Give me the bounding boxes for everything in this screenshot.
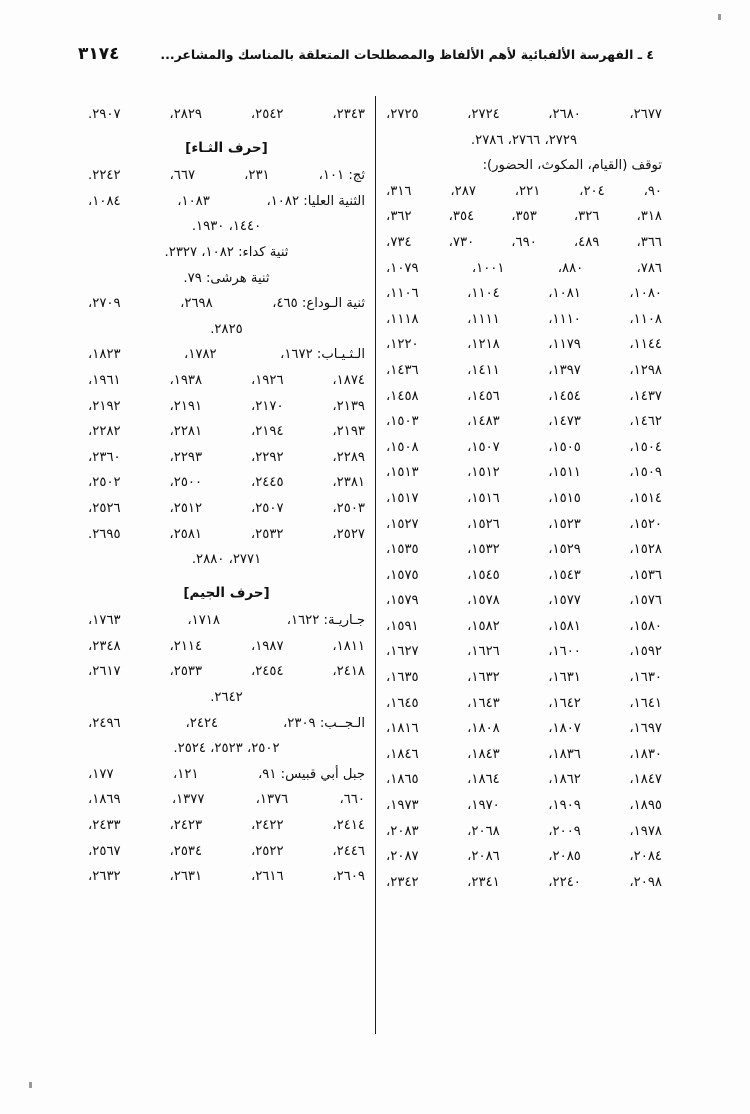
page-ref: ٣٦٦، bbox=[636, 234, 662, 250]
index-number-line bbox=[88, 864, 365, 890]
entry-label: جبل أبي قبيس: ٩١، bbox=[258, 766, 365, 782]
page-ref: ١٨٤٣، bbox=[467, 746, 500, 762]
page-ref: ١٦٤٣، bbox=[467, 695, 500, 711]
page-ref: ٢٤٢٢، bbox=[250, 818, 284, 834]
index-entry-line bbox=[88, 163, 365, 189]
page-ref: ١٧٧، bbox=[88, 766, 114, 782]
page-ref: ٢٣٨١، bbox=[332, 475, 365, 491]
page-ref: ١٨٠٧، bbox=[548, 721, 581, 737]
page-ref: ١٨٢٣، bbox=[88, 347, 121, 363]
page-ref: ٢٥٢٦، bbox=[88, 500, 121, 516]
page-ref: ١٧٦٣، bbox=[88, 613, 121, 629]
index-entry-line bbox=[88, 608, 365, 634]
index-entry-line bbox=[88, 291, 365, 317]
page-ref: ١٣٧٧، bbox=[171, 792, 205, 808]
page-ref: ٢٤٤٦، bbox=[332, 843, 365, 859]
page-ref: ١٠٧٩، bbox=[386, 260, 419, 276]
page-ref: ١٨٣٠، bbox=[629, 746, 662, 762]
index-number-line bbox=[386, 563, 662, 589]
page-ref: ٢٥٠٠، bbox=[169, 475, 203, 491]
index-number-line bbox=[386, 281, 662, 307]
index-number-line bbox=[88, 813, 365, 839]
page-ref: ١٥٠٥، bbox=[548, 439, 581, 455]
page-ref: ٢٠٨٤، bbox=[629, 849, 662, 865]
page-ref: ٢٣٤٣، bbox=[332, 107, 365, 122]
page-ref: ٢٤٢٣، bbox=[169, 818, 203, 834]
page-ref: ١٥٩٢، bbox=[629, 644, 662, 660]
page-ref: ٢٤٥٤، bbox=[250, 664, 284, 680]
page-ref: ٢٢٩٢، bbox=[250, 449, 284, 465]
page-ref: ١٥١٢، bbox=[467, 465, 500, 481]
page-ref: ١٥٠٤، bbox=[629, 439, 662, 455]
page-ref: ٢٩٠٧. bbox=[88, 107, 121, 122]
index-number-line: ٢٦٤٢. bbox=[210, 690, 243, 706]
page-ref: ٢٢٨١، bbox=[169, 424, 203, 440]
page-ref: ١٣٩٧، bbox=[548, 362, 581, 378]
page-ref: ١٨٤٦، bbox=[386, 746, 419, 762]
page-ref: ١٥١١، bbox=[548, 465, 581, 481]
index-number-line bbox=[386, 588, 662, 614]
page-ref: ١٨٦٥، bbox=[386, 772, 419, 788]
page-ref: ٢٥٠٧، bbox=[250, 500, 284, 516]
page-ref: ١٤٥٤، bbox=[548, 388, 581, 404]
page-ref: ١٨٦٤، bbox=[467, 772, 500, 788]
page-ref: ٢١٩٢، bbox=[88, 398, 121, 414]
page-ref: ٢٣٦٠، bbox=[88, 449, 121, 465]
index-number-line bbox=[386, 307, 662, 333]
page-ref: ٣١٦، bbox=[386, 183, 412, 199]
index-number-line bbox=[88, 102, 365, 128]
entry-label: الـجــب: ٢٣٠٩، bbox=[283, 715, 365, 731]
index-number-line bbox=[386, 512, 662, 538]
index-number-line bbox=[386, 870, 662, 896]
index-number-line bbox=[88, 659, 365, 685]
index-number-line bbox=[386, 537, 662, 563]
page-ref: ١٤٦٢، bbox=[629, 414, 662, 430]
page-ref: ٢٧٢٤، bbox=[467, 107, 500, 122]
index-number-line bbox=[386, 230, 662, 256]
page-ref: ١٥٢٨، bbox=[629, 542, 662, 558]
page-ref: ١٦٢٦، bbox=[467, 644, 500, 660]
index-entry-line bbox=[88, 189, 365, 215]
index-number-line bbox=[386, 358, 662, 384]
page-ref: ١٥٣٦، bbox=[629, 567, 662, 583]
index-number-line bbox=[386, 819, 662, 845]
page-ref: ١٦٩٧، bbox=[629, 721, 662, 737]
page-ref: ٢٣٤٨، bbox=[88, 638, 121, 654]
index-number-line bbox=[386, 460, 662, 486]
index-number-line: ٢٥٠٢، ٢٥٢٣، ٢٥٢٤. bbox=[173, 741, 280, 757]
page-ref: ١٥١٣، bbox=[386, 465, 419, 481]
page-ref: ٣٥٣، bbox=[511, 209, 537, 225]
page-ref: ١٤٥٨، bbox=[386, 388, 419, 404]
page-ref: ١٤٨٣، bbox=[467, 414, 500, 430]
page-ref: ٦٦٧، bbox=[169, 168, 196, 184]
page-ref: ٣٦٢، bbox=[386, 209, 412, 225]
page-ref: ٢٣٤١، bbox=[467, 874, 500, 890]
page-ref: ٢٦١٦، bbox=[250, 869, 284, 885]
page-ref: ٢٠٠٩، bbox=[548, 823, 581, 839]
index-number-line: ٢٧٢٩، ٢٧٦٦، ٢٧٨٦. bbox=[470, 132, 578, 148]
page-ref: ١٥٣٥، bbox=[386, 542, 419, 558]
page-ref: ٢٥٢٢، bbox=[250, 843, 284, 859]
page-ref: ١٨٩٥، bbox=[629, 798, 662, 814]
index-number-line bbox=[386, 486, 662, 512]
page-ref: ١٢٩٨، bbox=[629, 362, 662, 378]
page-header bbox=[78, 44, 672, 64]
page-ref: ٢٥٣٣، bbox=[169, 664, 203, 680]
page-ref: ٢٦٩٨، bbox=[180, 296, 213, 312]
page-ref: ١٢٢٠، bbox=[386, 337, 419, 353]
page-ref: ١٥٧٨، bbox=[467, 593, 500, 609]
page-ref: ١٥٧٧، bbox=[548, 593, 581, 609]
page-ref: ٢١٩١، bbox=[169, 398, 203, 414]
page-ref: ٢٧٢٥، bbox=[386, 107, 419, 122]
index-number-line bbox=[386, 665, 662, 691]
page-ref: ١٥٢٩، bbox=[548, 542, 581, 558]
page-ref: ١٥٠٨، bbox=[386, 439, 419, 455]
index-number-line bbox=[88, 394, 365, 420]
page-ref: ١٠٨٠، bbox=[629, 286, 662, 302]
page-ref: ٢٨٧، bbox=[450, 183, 476, 199]
page-ref: ١٦٢٧، bbox=[386, 644, 419, 660]
index-entry-line: ثنية كداء: ١٠٨٢، ٢٣٢٧. bbox=[164, 244, 289, 260]
index-number-line bbox=[88, 419, 365, 445]
page-ref: ٢٦١٧، bbox=[88, 664, 121, 680]
page-ref: ١٨٠٨، bbox=[467, 721, 500, 737]
page-ref: ١٨٣٦، bbox=[548, 746, 581, 762]
page-ref: ١٩٠٩، bbox=[548, 798, 581, 814]
page-ref: ٢٤٤٥، bbox=[250, 475, 284, 491]
page-ref: ٢٠٩٨، bbox=[629, 874, 662, 890]
page-ref: ٢٦٣٢، bbox=[88, 869, 121, 885]
index-number-line: ٢٨٢٥. bbox=[210, 321, 243, 337]
page-ref: ١١٠٤، bbox=[467, 286, 500, 302]
page-ref: ١٤٥٦، bbox=[467, 388, 500, 404]
page-ref: ٣١٨، bbox=[636, 209, 662, 225]
page-ref: ٢٦٠٩، bbox=[332, 869, 365, 885]
page-ref: ١٥٩١، bbox=[386, 618, 419, 634]
page-ref: ١٨٤٧، bbox=[629, 772, 662, 788]
page-ref: ٢٤٣٣، bbox=[88, 818, 121, 834]
index-number-line bbox=[88, 445, 365, 471]
page-ref: ١٦٣٠، bbox=[629, 670, 662, 686]
page-ref: ٢٢٤٠، bbox=[548, 874, 581, 890]
page-ref: ٢٨٢٩، bbox=[169, 107, 203, 122]
index-number-line bbox=[386, 691, 662, 717]
page-ref: ١٦٣٢، bbox=[467, 670, 500, 686]
page-ref: ٩٠، bbox=[643, 183, 662, 199]
page-ref: ١٥٢٦، bbox=[467, 516, 500, 532]
page-ref: ٣٢٦، bbox=[573, 209, 600, 225]
page-ref: ١٦٣٥، bbox=[386, 670, 419, 686]
index-entry-line bbox=[88, 762, 365, 788]
page-corner-mark-top bbox=[718, 14, 721, 20]
index-number-line bbox=[386, 767, 662, 793]
page-ref: ١٤١١، bbox=[467, 362, 500, 378]
page-ref: ٢١١٤، bbox=[169, 638, 203, 654]
entry-label: الـثـيـاب: ١٦٧٢، bbox=[280, 347, 365, 363]
page-ref: ٢٥٦٧، bbox=[88, 843, 121, 859]
index-number-line bbox=[386, 614, 662, 640]
page-ref: ١٥١٥، bbox=[548, 490, 581, 506]
page-number: ٣١٧٤ bbox=[78, 44, 120, 64]
entry-label: ثنية الـوداع: ٤٦٥، bbox=[272, 296, 365, 312]
page-ref: ٢٤٩٦، bbox=[88, 715, 121, 731]
page-ref: ١١١٠، bbox=[548, 311, 581, 327]
page-ref: ١٩٧٨، bbox=[629, 823, 662, 839]
page-ref: ٢٠٨٥، bbox=[548, 849, 581, 865]
page-ref: ٦٩٠، bbox=[511, 234, 537, 250]
page-ref: ١٥٤٥، bbox=[467, 567, 500, 583]
page-ref: ١٥٠٣، bbox=[386, 414, 419, 430]
index-number-line bbox=[386, 179, 662, 205]
page-ref: ١٩٨٧، bbox=[250, 638, 284, 654]
page-ref: ١٢١، bbox=[173, 766, 199, 782]
index-number-line bbox=[386, 204, 662, 230]
page-ref: ١٩٧٣، bbox=[386, 798, 419, 814]
page-ref: ١١٠٨، bbox=[629, 311, 662, 327]
page-ref: ٢٤١٨، bbox=[332, 664, 365, 680]
page-ref: ٢٥٨١، bbox=[169, 526, 203, 542]
page-ref: ٢٤٢٤، bbox=[185, 715, 219, 731]
page-ref: ١٤٧٣، bbox=[548, 414, 581, 430]
page-ref: ١٥٢٧، bbox=[386, 516, 419, 532]
index-number-line bbox=[386, 435, 662, 461]
page-ref: ١٦٤٢، bbox=[548, 695, 581, 711]
page-ref: ٢٠٦٨، bbox=[467, 823, 500, 839]
page-ref: ٤٨٩، bbox=[573, 234, 600, 250]
index-entry-line bbox=[88, 711, 365, 737]
page-ref: ١٦٤٥، bbox=[386, 695, 419, 711]
index-number-line bbox=[386, 793, 662, 819]
page-ref: ٢٥٠٢، bbox=[88, 475, 121, 491]
index-column-left bbox=[78, 96, 375, 1034]
page-ref: ١٠٨٤، bbox=[88, 193, 121, 209]
index-number-line bbox=[386, 742, 662, 768]
page-ref: ٢١٣٩، bbox=[332, 398, 365, 414]
page-ref: ١٥٣٢، bbox=[467, 542, 500, 558]
page-ref: ١٧٨٢، bbox=[184, 347, 217, 363]
page-ref: ١١١٨، bbox=[386, 311, 419, 327]
index-number-line bbox=[88, 522, 365, 548]
page-ref: ١٥٧٥، bbox=[386, 567, 419, 583]
page-ref: ٢٠٨٧، bbox=[386, 849, 419, 865]
page-ref: ١٣٧٦، bbox=[255, 792, 289, 808]
index-number-line bbox=[88, 470, 365, 496]
index-number-line bbox=[386, 332, 662, 358]
page-ref: ١٥٨٠، bbox=[629, 618, 662, 634]
index-entry-line: ثنية هرشى: ٧٩. bbox=[183, 270, 270, 286]
page-ref: ١٥٤٣، bbox=[548, 567, 581, 583]
index-entry-line bbox=[88, 342, 365, 368]
index-number-line bbox=[386, 844, 662, 870]
page-ref: ١٢١٨، bbox=[467, 337, 500, 353]
section-heading: [حرف الجيم] bbox=[183, 584, 270, 601]
page-ref: ١٦٣١، bbox=[548, 670, 581, 686]
page-ref: ٨٨٠، bbox=[557, 260, 584, 276]
page-ref: ٢٥٣٤، bbox=[169, 843, 203, 859]
page-ref: ٢٠٨٣، bbox=[386, 823, 419, 839]
page-ref: ٢٠٤، bbox=[579, 183, 605, 199]
page-ref: ١٠٨١، bbox=[548, 286, 581, 302]
page-ref: ٢٢٤٢. bbox=[88, 168, 121, 184]
page-ref: ١٥٢٠، bbox=[629, 516, 662, 532]
page-ref: ٢٢٩٣، bbox=[169, 449, 203, 465]
index-number-line bbox=[88, 839, 365, 865]
page-ref: ١٩٧٠، bbox=[467, 798, 500, 814]
page-ref: ١٥٠٧، bbox=[467, 439, 500, 455]
page-ref: ٢٧٠٩، bbox=[88, 296, 121, 312]
index-number-line bbox=[88, 368, 365, 394]
page-ref: ١٥١٦، bbox=[467, 490, 500, 506]
page-ref: ٢٦٨٠، bbox=[548, 107, 581, 122]
entry-label: ثج: ١٠١، bbox=[318, 168, 365, 184]
index-number-line bbox=[386, 716, 662, 742]
page-ref: ١٥٨٢، bbox=[467, 618, 500, 634]
page-ref: ٧٨٦، bbox=[636, 260, 662, 276]
page-ref: ١١٠٦، bbox=[386, 286, 419, 302]
page-ref: ١٥٧٩، bbox=[386, 593, 419, 609]
index-number-line bbox=[386, 409, 662, 435]
page-ref: ٧٣٠، bbox=[448, 234, 475, 250]
page-ref: ٢٥٠٣، bbox=[332, 500, 365, 516]
page-ref: ٢٢١، bbox=[514, 183, 541, 199]
page-ref: ١٨١٦، bbox=[386, 721, 419, 737]
section-heading: [حرف الثـاء] bbox=[185, 139, 268, 156]
page-ref: ٢٠٨٦، bbox=[467, 849, 500, 865]
page-ref: ٢٥٤٢، bbox=[250, 107, 284, 122]
page-ref: ٢٥٢٧، bbox=[332, 526, 365, 542]
header-title: ٤ ـ الفهرسة الألفبائية لأهم الألفاظ والمصطلحات المتعلقة بالمناسك والمشاعر... bbox=[160, 47, 654, 62]
page-ref: ١٥١٧، bbox=[386, 490, 419, 506]
index-number-line bbox=[386, 384, 662, 410]
page-ref: ١٧١٨، bbox=[187, 613, 220, 629]
page-ref: ٧٣٤، bbox=[386, 234, 412, 250]
page-ref: ٢٢٨٢، bbox=[88, 424, 121, 440]
index-number-line bbox=[88, 496, 365, 522]
page-ref: ١٩٢٦، bbox=[250, 372, 284, 388]
page-ref: ١١٤٤، bbox=[629, 337, 662, 353]
index-number-line bbox=[88, 634, 365, 660]
page-ref: ٢٣١، bbox=[244, 168, 270, 184]
entry-label: جـاريـة: ١٦٢٢، bbox=[286, 613, 365, 629]
page-corner-mark-bottom bbox=[29, 1082, 32, 1088]
index-number-line: ٢٧٧١، ٢٨٨٠. bbox=[191, 552, 262, 568]
index-column-right bbox=[375, 96, 672, 1034]
page-ref: ١٥٢٣، bbox=[548, 516, 581, 532]
page-ref: ١٤٣٦، bbox=[386, 362, 419, 378]
index-columns bbox=[78, 96, 672, 1034]
page-ref: ١١١١، bbox=[467, 311, 500, 327]
entry-label: الثنية العليا: ١٠٨٢، bbox=[266, 193, 365, 209]
page-ref: ١٩٣٨، bbox=[169, 372, 203, 388]
index-number-line bbox=[386, 256, 662, 282]
page-ref: ٢٦٧٧، bbox=[629, 107, 662, 122]
index-number-line bbox=[386, 639, 662, 665]
page-ref: ١٨١١، bbox=[332, 638, 365, 654]
page-ref: ٦٦٠، bbox=[339, 792, 365, 808]
page-ref: ١٥٧٦، bbox=[629, 593, 662, 609]
page-ref: ١٦٤١، bbox=[629, 695, 662, 711]
page-ref: ٢٥١٢، bbox=[169, 500, 203, 516]
page-ref: ٣٥٤، bbox=[448, 209, 475, 225]
index-entry-line: توقف (القيام، المكوث، الحضور): bbox=[482, 158, 662, 174]
page-ref: ١٠٨٣، bbox=[177, 193, 210, 209]
page-ref: ١٥٠٩، bbox=[629, 465, 662, 481]
page-ref: ٢١٩٤، bbox=[250, 424, 284, 440]
page-ref: ١٩٦١، bbox=[88, 372, 121, 388]
page-ref: ١١٧٩، bbox=[548, 337, 581, 353]
page-ref: ٢٦٣١، bbox=[169, 869, 203, 885]
index-number-line bbox=[88, 787, 365, 813]
page-ref: ١٨٦٢، bbox=[548, 772, 581, 788]
page-ref: ١٤٣٧، bbox=[629, 388, 662, 404]
page-ref: ٢٤١٤، bbox=[332, 818, 365, 834]
page-ref: ١٠٠١، bbox=[471, 260, 505, 276]
page-ref: ١٥١٤، bbox=[629, 490, 662, 506]
page-ref: ٢١٩٣، bbox=[332, 424, 365, 440]
index-number-line bbox=[386, 102, 662, 128]
page-ref: ١٦٠٠، bbox=[548, 644, 581, 660]
page-ref: ٢٢٨٩، bbox=[332, 449, 365, 465]
page-ref: ٢٥٣٢، bbox=[250, 526, 284, 542]
page-ref: ٢٦٩٥. bbox=[88, 526, 121, 542]
page-ref: ١٨٦٩، bbox=[88, 792, 121, 808]
page-ref: ٢٣٤٢، bbox=[386, 874, 419, 890]
page-ref: ٢١٧٠، bbox=[250, 398, 284, 414]
page-ref: ١٥٨١، bbox=[548, 618, 581, 634]
index-number-line: ١٤٤٠، ١٩٣٠. bbox=[191, 219, 262, 235]
page-ref: ١٨٧٤، bbox=[332, 372, 365, 388]
